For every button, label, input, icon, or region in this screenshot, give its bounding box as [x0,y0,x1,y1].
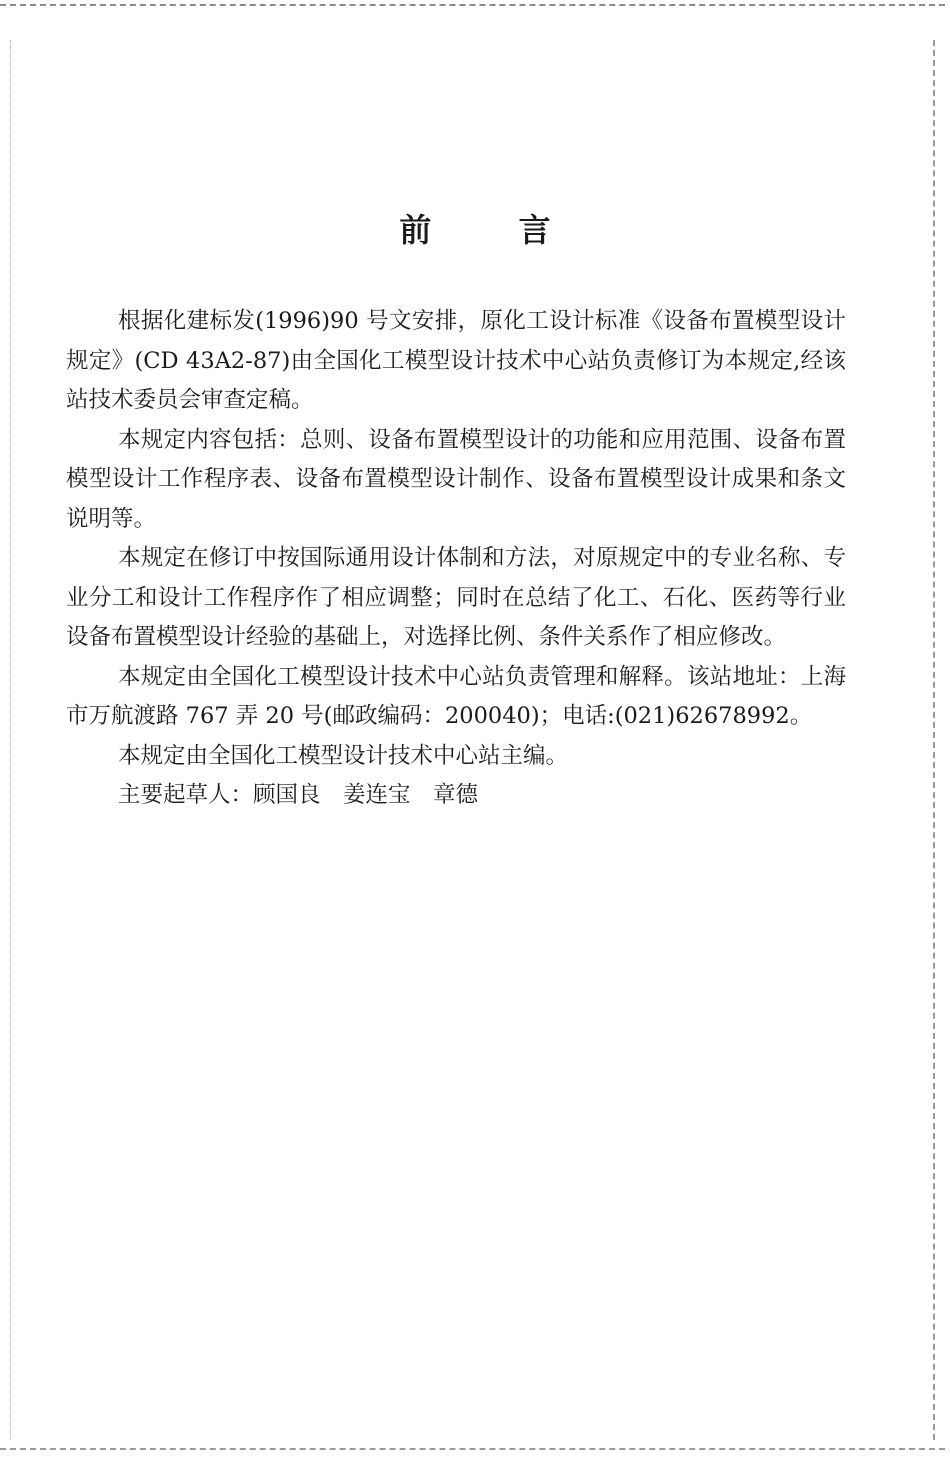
paragraph-revision-changes: 本规定在修订中按国际通用设计体制和方法，对原规定中的专业名称、专业分工和设计工作程序作了相应调整；同时在总结了化工、石化、医药等行业设备布置模型设计经验的基础上，对选择比例、条件关系作了相应修改。 [66,545,846,650]
preface-body [66,302,846,816]
paragraph-revision-basis: 根据化建标发(1996)90 号文安排，原化工设计标准《设备布置模型设计规定》(CD 43A2-87)由全国化工模型设计技术中心站负责修订为本规定,经该站技术委员会审查定稿。 [66,308,846,413]
paragraph-management-contact: 本规定由全国化工模型设计技术中心站负责管理和解释。该站地址：上海市万航渡路 767 弄 20 号(邮政编码：200040)；电话:(021)62678992。 [66,663,846,729]
page-title: 前 言 [399,211,589,249]
scan-border-top [0,4,945,6]
paragraph-drafters: 主要起草人：顾国良 姜连宝 章德 [118,782,479,808]
paragraph-editor: 本规定由全国化工模型设计技术中心站主编。 [118,742,569,769]
paragraph-contents: 本规定内容包括：总则、设备布置模型设计的功能和应用范围、设备布置模型设计工作程序表、设备布置模型设计制作、设备布置模型设计成果和条文说明等。 [66,426,846,532]
scan-border-bottom [0,1448,945,1450]
